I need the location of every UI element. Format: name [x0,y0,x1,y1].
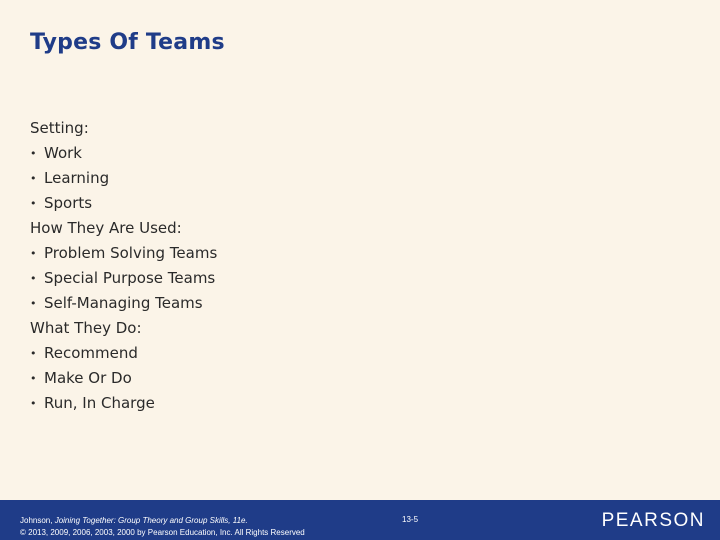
slide-content [30,116,217,416]
section-heading: Setting: [30,119,89,137]
section-heading: How They Are Used: [30,219,182,237]
citation-author: Johnson, [20,516,53,525]
bullet-text: Sports [44,194,93,212]
bullet-icon: • [30,347,37,360]
footer-bar [0,500,720,540]
bullet-text: Learning [44,169,110,187]
bullet-text: Work [44,144,82,162]
bullet-icon: • [30,247,37,260]
bullet-item [30,241,217,266]
bullet-text: Self-Managing Teams [44,294,203,312]
bullet-item [30,141,217,166]
bullet-text: Recommend [44,344,138,362]
bullet-item [30,366,217,391]
slide-title: Types Of Teams [30,30,225,55]
bullet-icon: • [30,297,37,310]
page-number: 13-5 [402,515,419,524]
citation-line-1 [20,515,305,527]
bullet-item [30,266,217,291]
bullet-item [30,191,217,216]
copyright-text: © 2013, 2009, 2006, 2003, 2000 by Pearson Education, Inc. All Rights Reserved [20,528,305,537]
bullet-item [30,341,217,366]
bullet-icon: • [30,397,37,410]
citation-book-title: Joining Together: Group Theory and Group Skills, 11e. [54,516,248,525]
bullet-text: Special Purpose Teams [44,269,216,287]
bullet-icon: • [30,372,37,385]
bullet-text: Problem Solving Teams [44,244,218,262]
bullet-text: Make Or Do [44,369,132,387]
citation [20,515,305,539]
bullet-text: Run, In Charge [44,394,155,412]
bullet-icon: • [30,147,37,160]
bullet-icon: • [30,272,37,285]
bullet-item [30,166,217,191]
bullet-icon: • [30,172,37,185]
bullet-item [30,391,217,416]
bullet-item [30,291,217,316]
section-heading: What They Do: [30,319,142,337]
bullet-icon: • [30,197,37,210]
pearson-logo: PEARSON [601,510,705,531]
